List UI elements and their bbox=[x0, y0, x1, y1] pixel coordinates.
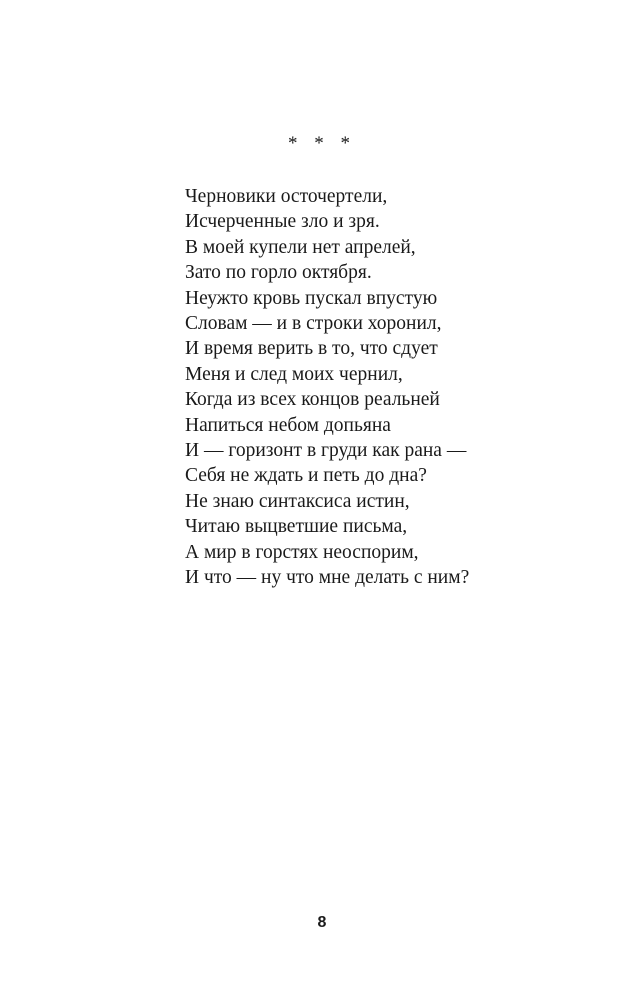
page-number: 8 bbox=[317, 914, 327, 931]
poem-line: В моей купели нет апрелей, bbox=[185, 236, 416, 258]
poem-line: Словам — и в строки хоронил, bbox=[185, 313, 442, 335]
poem-line: Черновики осточертели, bbox=[185, 186, 388, 207]
poem-line: И что — ну что мне делать с ним? bbox=[185, 567, 470, 589]
poem-line: Себя не ждать и петь до дна? bbox=[185, 465, 427, 487]
poem-line: Зато по горло октября. bbox=[185, 262, 372, 284]
poem-line: И время верить в то, что сдует bbox=[185, 338, 438, 360]
section-asterism: * * * bbox=[288, 133, 356, 154]
poem-line: Напиться небом допьяна bbox=[185, 414, 391, 436]
poem-line: Меня и след моих чернил, bbox=[185, 363, 403, 385]
poem-line: Не знаю синтаксиса истин, bbox=[185, 490, 410, 512]
poem-line: И — горизонт в груди как рана — bbox=[185, 440, 467, 462]
poem-text bbox=[185, 184, 585, 591]
poem-line: Читаю выцветшие письма, bbox=[185, 516, 408, 538]
poem-line: Исчерченные зло и зря. bbox=[185, 211, 380, 233]
poem-line: Неужто кровь пускал впустую bbox=[185, 287, 438, 309]
poem-line: А мир в горстях неоспорим, bbox=[185, 541, 419, 563]
poem-line: Когда из всех концов реальней bbox=[185, 389, 440, 411]
